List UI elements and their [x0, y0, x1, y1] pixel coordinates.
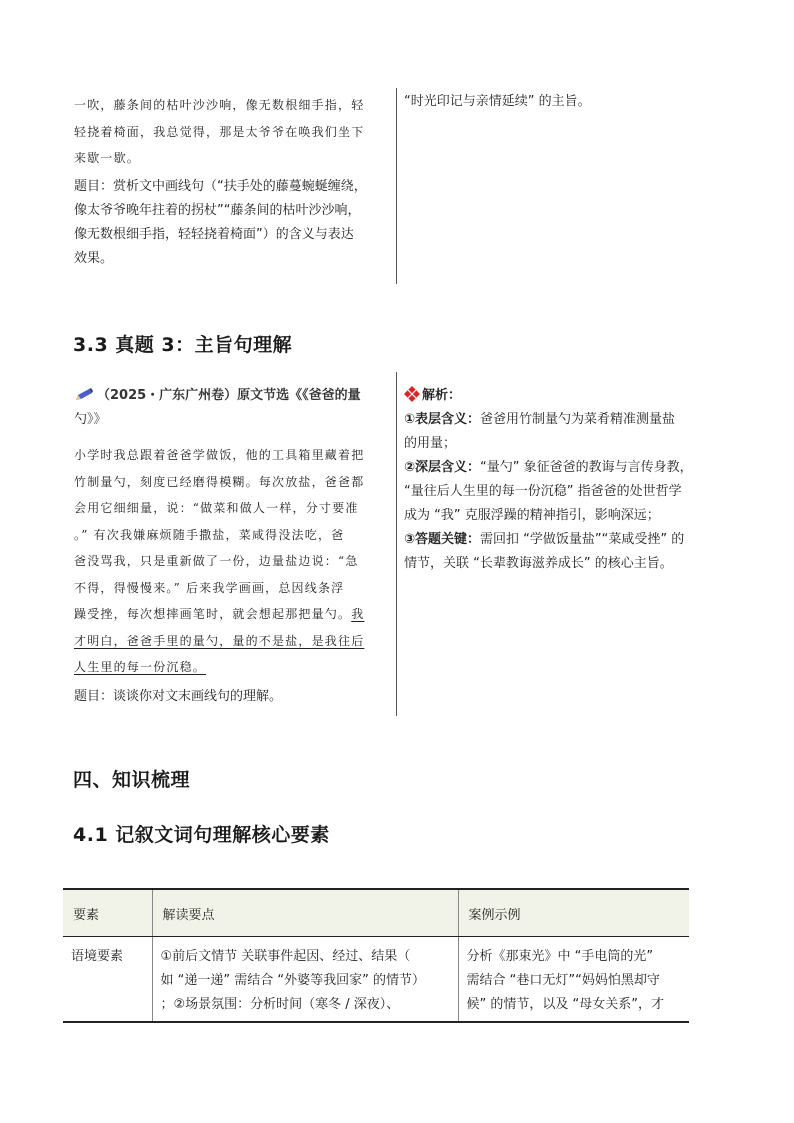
column-divider [396, 88, 397, 284]
analysis-label: ①表层含义： [404, 412, 481, 427]
passage-line: 。” 有次我嫌麻烦随手撒盐，菜咸得没法吃，爸 [74, 527, 345, 542]
chapter-title: 四、知识梳理 [73, 769, 191, 791]
cell-line: 分析《那束光》中 “手电筒的光” [466, 949, 654, 964]
passage-line: 爸没骂我，只是重新做了一份，边量盐边说：“急 [74, 554, 359, 568]
analysis-text: 的用量； [404, 436, 457, 451]
table-header-row [63, 889, 689, 937]
table-header: 解读要点 [152, 889, 458, 937]
underlined-sentence: 我 [351, 607, 365, 621]
section-title: 3.3 真题 3：主旨句理解 [73, 334, 293, 356]
passage-line: 不得，得慢慢来。” 后来我学画画，总因线条浮 [74, 580, 345, 595]
table-header: 案例示例 [458, 889, 689, 937]
source-title-cont: 勺》》 [74, 412, 107, 427]
analysis-label: ③答题关键： [404, 532, 481, 547]
block2-box [66, 372, 726, 716]
underlined-sentence: 人生里的每一份沉稳。 [74, 660, 207, 674]
table-row [63, 937, 689, 1023]
pencil-icon [74, 388, 94, 402]
table-cell [152, 937, 458, 1023]
passage-line: 小学时我总跟着爸爸学做饭，他的工具箱里藏着把 [74, 448, 365, 462]
diamond-icon [404, 386, 420, 402]
table-cell: 语境要素 [63, 937, 152, 1023]
question-line: 像无数根细手指，轻轻挠着椅面”）的含义与表达 [74, 226, 354, 242]
analysis-label: ②深层含义： [404, 460, 481, 475]
underlined-sentence: 才明白，爸爸手里的量勺，量的不是盐，是我往后 [74, 633, 365, 648]
passage-line: 会用它细细量，说：“做菜和做人一样，分寸要准 [74, 501, 359, 515]
question-line: 题目：谈谈你对文末画线句的理解。 [74, 688, 283, 704]
cell-line: 如 “递一递” 需结合 “外婆等我回家” 的情节） [160, 973, 425, 988]
passage-line: 一吹，藤条间的枯叶沙沙响，像无数根细手指，轻 [74, 98, 365, 112]
analysis-text: 成为 “我” 克服浮躁的精神指引，影响深远； [404, 508, 660, 523]
knowledge-table [63, 888, 689, 1023]
table-cell [458, 937, 689, 1023]
analysis-text: “量往后人生里的每一份沉稳” 指爸爸的处世哲学 [404, 484, 682, 499]
question-line: 像太爷爷晚年拄着的拐杖”“藤条间的枯叶沙沙响， [74, 202, 361, 218]
column-divider [396, 372, 397, 716]
question-line: 题目：赏析文中画线句（“扶手处的藤蔓蜿蜒缠绕， [74, 178, 367, 194]
analysis-title: 解析： [422, 388, 462, 403]
analysis-text: 情节，关联 “长辈教诲滋养成长” 的核心主旨。 [404, 556, 673, 571]
analysis-text: “量勺” 象征爸爸的教诲与言传身教， [480, 460, 693, 475]
passage-line: 躁受挫，每次想摔画笔时，就会想起那把量勺。 [74, 607, 352, 621]
section-title: 4.1 记叙文词句理解核心要素 [73, 824, 330, 846]
cell-line: 候” 的情节，以及 “母女关系”，才 [466, 997, 664, 1012]
passage-line: 来歇一歇。 [74, 151, 141, 165]
cell-line: 需结合 “巷口无灯”“妈妈怕黑却守 [466, 973, 660, 988]
passage-line: 竹制量勺，刻度已经磨得模糊。每次放盐，爸爸都 [74, 474, 365, 489]
table-header: 要素 [63, 889, 152, 937]
question-line: 效果。 [74, 250, 114, 266]
analysis-text: 需回扣 “学做饭量盐”“菜咸受挫” 的 [480, 532, 685, 547]
passage-line: 轻挠着椅面，我总觉得，那是太爷爷在唤我们坐下 [74, 124, 365, 139]
source-title: （2025・广东广州卷）原文节选《《爸爸的量 [97, 388, 361, 403]
analysis-continued: “时光印记与亲情延续” 的主旨。 [404, 94, 591, 109]
cell-line: ①前后文情节 关联事件起因、经过、结果（ [160, 949, 411, 964]
cell-line: ；②场景氛围：分析时间（寒冬 / 深夜）、 [160, 997, 400, 1012]
block1-box [66, 88, 726, 284]
analysis-text: 爸爸用竹制量勺为菜肴精准测量盐 [480, 412, 676, 427]
